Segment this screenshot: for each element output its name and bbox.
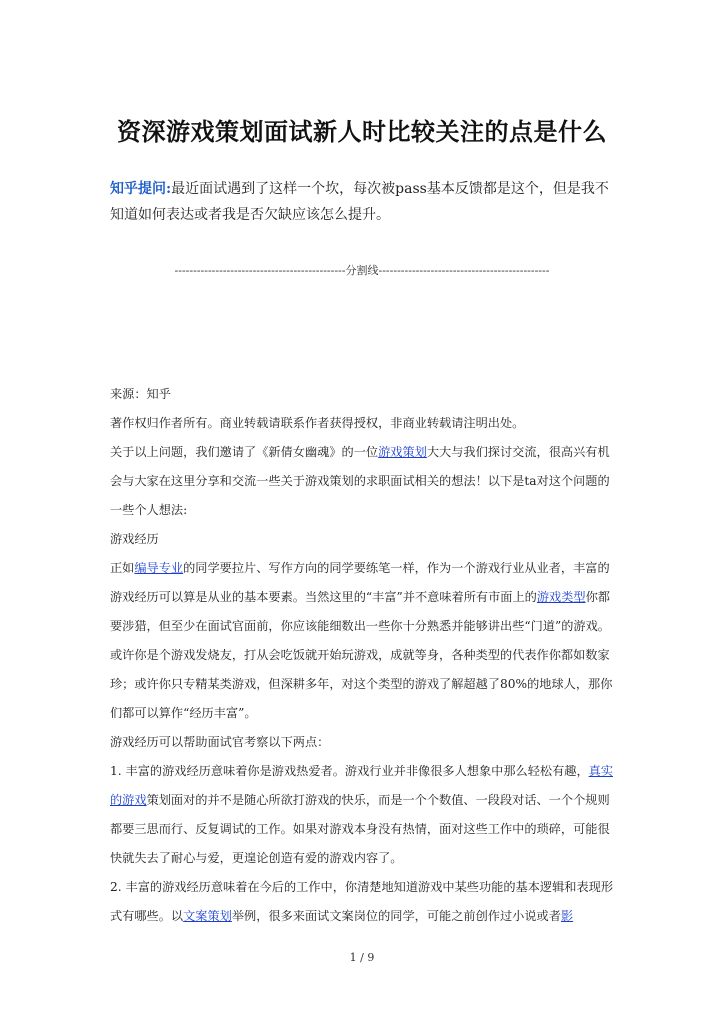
intro-text-a: 关于以上问题，我们邀请了《新倩女幽魂》的一位: [110, 445, 379, 459]
item2-text-b: 举例，很多来面试文案岗位的同学，可能之前创作过小说或者: [231, 909, 561, 923]
game-designer-link[interactable]: 游戏策划: [378, 445, 427, 459]
copywriting-link[interactable]: 文案策划: [183, 909, 232, 923]
question-label-colon: :: [166, 181, 172, 197]
game-genre-link[interactable]: 游戏类型: [536, 590, 586, 604]
list-item-2: [110, 873, 614, 931]
intro-text-b: 大大与我们探讨交流，很高兴有机会与大家在这里分享和交流一些关于游戏策划的求职面试相关的想法！以下是ta对这个问题的一些个人想法:: [110, 445, 610, 517]
section-heading: 游戏经历: [110, 532, 159, 546]
para1-text-c: 你都要涉猎，但至少在面试官面前，你应该能细数出一些你十分熟悉并能够讲出些“门道”的游戏。或许你是个游戏发烧友，打从会吃饭就开始玩游戏，成就等身，各种类型的代表作你都如数家珍；或许你只专精某类游戏，但深耕多年，对这个类型的游戏了解超越了80%的地球人，那你们都可以算作“经历丰富”。: [110, 590, 613, 720]
item2-text-a: 2. 丰富的游戏经历意味着在今后的工作中，你清楚地知道游戏中某些功能的基本逻辑和表现形式有哪些。以: [110, 880, 614, 923]
para1-text-b: 的同学要拉片、写作方向的同学要练笔一样，作为一个游戏行业从业者，丰富的游戏经历可以算是从业的基本要素。当然这里的“丰富”并不意味着所有市面上的: [110, 561, 610, 604]
paragraph-1: [110, 554, 614, 728]
document-title: 资深游戏策划面试新人时比较关注的点是什么: [117, 118, 607, 146]
para1-text-a: 正如: [110, 561, 135, 575]
paragraph-2: 游戏经历可以帮助面试官考察以下两点：: [110, 735, 330, 749]
article-body: [110, 380, 614, 931]
list-item-1: [110, 757, 614, 873]
directing-major-link[interactable]: 编导专业: [134, 561, 184, 575]
source-line: 来源：知乎: [110, 387, 171, 401]
item1-text-a: 1. 丰富的游戏经历意味着你是游戏热爱者。游戏行业并非像很多人想象中那么轻松有趣，: [110, 764, 589, 778]
real-game-link[interactable]: 真实的游戏: [110, 764, 614, 807]
copyright-notice: 著作权归作者所有。商业转载请联系作者获得授权，非商业转载请注明出处。: [110, 416, 525, 430]
question-label: 知乎提问: [110, 181, 166, 197]
page-number: 1 / 9: [349, 951, 375, 964]
section-divider: ----------------------------------------------分割线----------------------------------------------: [174, 264, 550, 277]
intro-paragraph: [110, 438, 614, 525]
item1-text-b: 策划面对的并不是随心所欲打游戏的快乐，而是一个个数值、一段段对话、一个个规则都要三思而行、反复调试的工作。如果对游戏本身没有热情，面对这些工作中的琐碎，可能很快就失去了耐心与爱，更遑论创造有爱的游戏内容了。: [110, 793, 610, 865]
question-text: 最近面试遇到了这样一个坎，每次被pass基本反馈都是这个，但是我不知道如何表达或者我是否欠缺应该怎么提升。: [110, 181, 609, 223]
film-link[interactable]: 影: [560, 909, 574, 923]
question-block: [110, 176, 620, 228]
